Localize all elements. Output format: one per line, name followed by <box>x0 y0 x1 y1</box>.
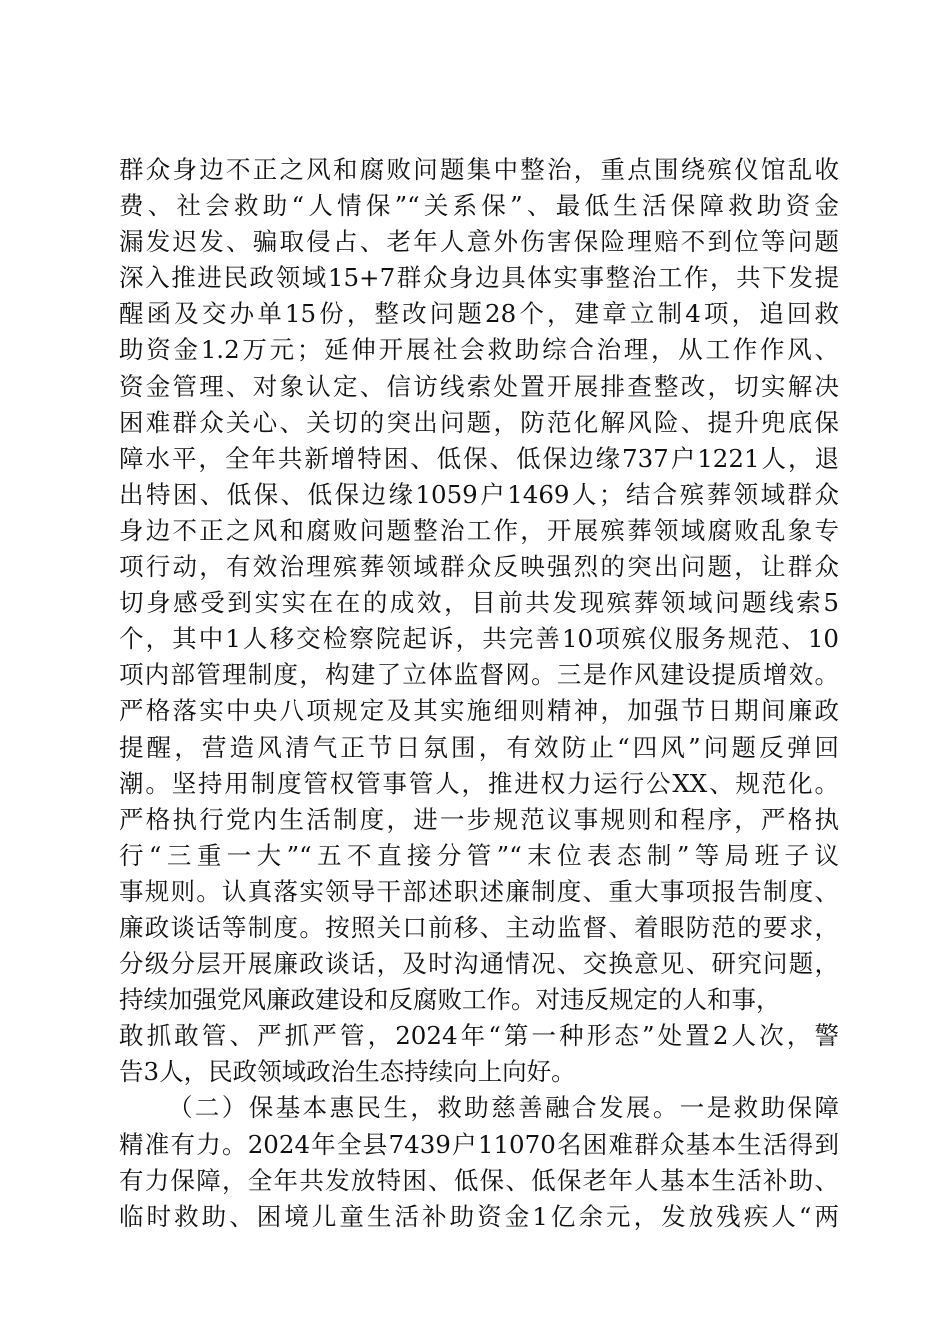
body-text <box>119 152 839 1235</box>
text-line: 告3人，民政领域政治生态持续向上向好。 <box>119 1057 576 1087</box>
text-line: 困难群众关心、关切的突出问题，防范化解风险、提升兜底保 <box>119 407 839 437</box>
text-line: 持续加强党风廉政建设和反腐败工作。对违反规定的人和事， <box>119 985 781 1015</box>
text-line: 提醒，营造风清气正节日氛围，有效防止“四风”问题反弹回 <box>119 732 839 762</box>
text-line: 漏发迟发、骗取侵占、老年人意外伤害保险理赔不到位等问题 <box>119 227 839 257</box>
text-line: 有力保障，全年共发放特困、低保、低保老年人基本生活补助、 <box>119 1165 839 1195</box>
text-line: 廉政谈话等制度。按照关口前移、主动监督、着眼防范的要求， <box>119 912 839 942</box>
text-line: 严格执行党内生活制度，进一步规范议事规则和程序，严格执 <box>119 804 839 834</box>
text-line: 项行动，有效治理殡葬领域群众反映强烈的突出问题，让群众 <box>119 552 839 582</box>
text-line: 分级分层开展廉政谈话，及时沟通情况、交换意见、研究问题， <box>119 949 839 979</box>
text-line: 潮。坚持用制度管权管事管人，推进权力运行公XX、规范化。 <box>119 768 839 798</box>
text-line: 醒函及交办单15份，整改问题28个，建章立制4项，追回救 <box>119 299 839 329</box>
text-line: 障水平，全年共新增特困、低保、低保边缘737户1221人，退 <box>119 443 839 473</box>
text-line: 严格落实中央八项规定及其实施细则精神，加强节日期间廉政 <box>119 696 839 726</box>
text-line: 个，其中1人移交检察院起诉，共完善10项殡仪服务规范、10 <box>119 624 839 654</box>
text-line: 出特困、低保、低保边缘1059户1469人；结合殡葬领域群众 <box>119 479 839 509</box>
text-line: 精准有力。2024年全县7439户11070名困难群众基本生活得到 <box>119 1129 839 1159</box>
text-line: 切身感受到实实在在的成效，目前共发现殡葬领域问题线索5 <box>119 588 839 618</box>
text-line: 深入推进民政领域15+7群众身边具体实事整治工作，共下发提 <box>119 263 839 293</box>
text-line: 身边不正之风和腐败问题整治工作，开展殡葬领域腐败乱象专 <box>119 515 839 545</box>
text-line: 临时救助、困境儿童生活补助资金1亿余元，发放残疾人“两 <box>119 1201 839 1231</box>
text-line: 敢抓敢管、严抓严管，2024年“第一种形态”处置2人次，警 <box>119 1021 839 1051</box>
text-line: 事规则。认真落实领导干部述职述廉制度、重大事项报告制度、 <box>119 876 839 906</box>
text-line: 项内部管理制度，构建了立体监督网。三是作风建设提质增效。 <box>119 660 839 690</box>
section-heading-line: （二）保基本惠民生，救助慈善融合发展。一是救助保障 <box>168 1093 839 1123</box>
text-line: 群众身边不正之风和腐败问题集中整治，重点围绕殡仪馆乱收 <box>119 155 839 184</box>
text-line: 行“三重一大”“五不直接分管”“末位表态制”等局班子议 <box>119 840 839 870</box>
text-line: 费、社会救助“人情保”“关系保”、最低生活保障救助资金 <box>119 191 839 221</box>
text-line: 资金管理、对象认定、信访线索处置开展排查整改，切实解决 <box>119 371 839 401</box>
text-line: 助资金1.2万元；延伸开展社会救助综合治理，从工作作风、 <box>119 335 839 365</box>
